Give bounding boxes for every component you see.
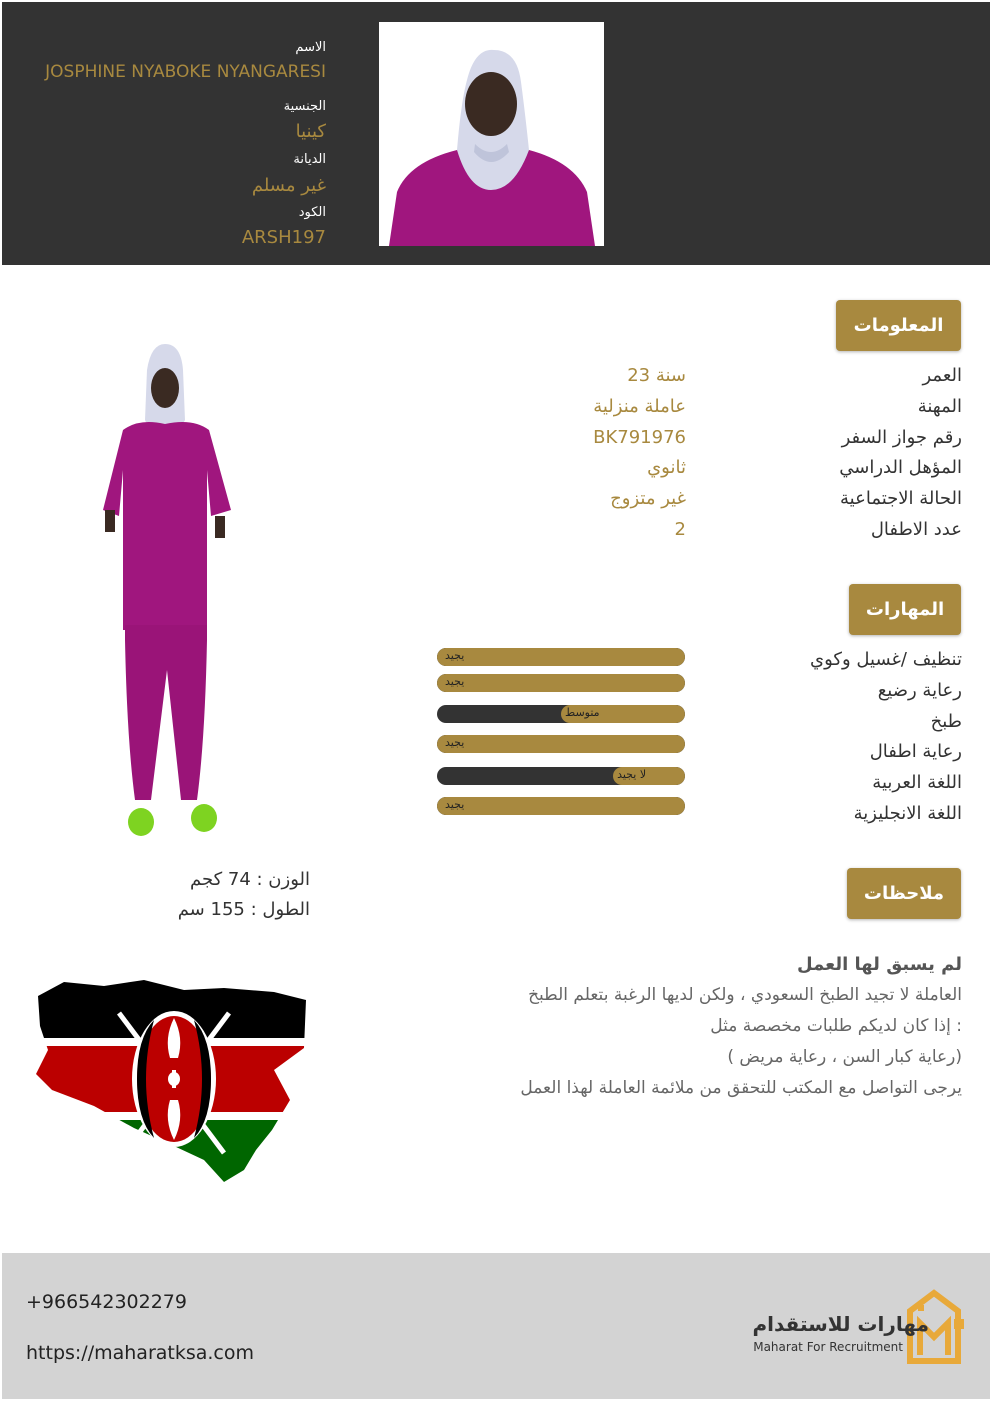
skill-bar-fill: [437, 797, 685, 815]
nationality-label: الجنسية: [283, 99, 326, 114]
skill-bar-fill: [437, 648, 685, 666]
nationality-value: كينيا: [295, 121, 326, 142]
info-section-title: المعلومات: [836, 300, 961, 351]
phone-number[interactable]: +966542302279: [26, 1291, 187, 1313]
weight-text: الوزن : 74 كجم: [190, 869, 310, 890]
height-text: الطول : 155 سم: [177, 899, 310, 920]
skill-bar: [437, 705, 685, 723]
name-label: الاسم: [295, 40, 326, 55]
notes-line-3: إذا كان لديكم طلبات مخصصة مثل :: [710, 1016, 962, 1036]
religion-label: الديانة: [293, 152, 326, 167]
skill-bar-fill: [561, 705, 685, 723]
notes-line-1: لم يسبق لها العمل: [797, 954, 962, 975]
info-label-passport: رقم جواز السفر: [841, 427, 962, 448]
logo-arabic-text: مهارات للاستقدام: [752, 1312, 929, 1336]
info-label-marital: الحالة الاجتماعية: [840, 488, 962, 509]
skill-level-text: متوسط: [565, 706, 600, 719]
info-label-children: عدد الاطفال: [870, 519, 962, 540]
info-label-education: المؤهل الدراسي: [839, 457, 962, 478]
full-body-photo: [95, 340, 245, 850]
skill-label-cooking: طبخ: [930, 711, 962, 732]
skill-label-infant-care: رعاية رضيع: [877, 680, 962, 701]
skill-level-text: يجيد: [445, 798, 465, 811]
notes-block: [422, 949, 962, 1104]
notes-line-4: ( رعاية كبار السن ، رعاية مريض): [727, 1047, 962, 1067]
skill-bar: [437, 797, 685, 815]
kenya-flag-map: [34, 978, 314, 1183]
notes-line-5: يرجى التواصل مع المكتب للتحقق من ملائمة العاملة لهذا العمل: [520, 1078, 962, 1098]
religion-value: غير مسلم: [251, 175, 326, 196]
skill-bar: [437, 674, 685, 692]
skill-label-arabic: اللغة العربية: [872, 772, 962, 793]
skill-bar: [437, 767, 685, 785]
skill-bar-fill: [613, 767, 685, 785]
skill-bar-fill: [437, 735, 685, 753]
info-value-profession: عاملة منزلية: [593, 396, 686, 417]
skill-level-text: يجيد: [445, 675, 465, 688]
info-value-marital: غير متزوج: [610, 488, 686, 509]
logo-english-text: Maharat For Recruitment: [753, 1340, 903, 1354]
skills-section-title: المهارات: [849, 584, 961, 635]
skill-bar: [437, 648, 685, 666]
info-label-age: العمر: [922, 365, 962, 386]
skill-level-text: لا يجيد: [617, 768, 647, 781]
name-value: JOSPHINE NYABOKE NYANGARESI: [45, 62, 326, 82]
info-value-children: 2: [674, 519, 686, 540]
skill-label-english: اللغة الانجليزية: [853, 803, 962, 824]
portrait-photo: [379, 22, 604, 246]
info-label-profession: المهنة: [917, 396, 962, 417]
website-link[interactable]: https://maharatksa.com: [26, 1342, 255, 1364]
skill-level-text: يجيد: [445, 649, 465, 662]
info-value-education: ثانوي: [647, 457, 686, 478]
notes-section-title: ملاحظات: [847, 868, 961, 919]
skill-bar-fill: [437, 674, 685, 692]
code-value: ARSH197: [241, 227, 326, 248]
code-label: الكود: [298, 205, 326, 220]
skill-label-cleaning: تنظيف /غسيل وكوي: [810, 649, 962, 670]
skill-level-text: يجيد: [445, 736, 465, 749]
info-value-passport: BK791976: [593, 427, 686, 448]
skill-label-child-care: رعاية اطفال: [869, 741, 962, 762]
notes-line-2: العاملة لا تجيد الطبخ السعودي ، ولكن لديها الرغبة بتعلم الطبخ: [528, 985, 962, 1005]
info-value-age: 23 سنة: [627, 365, 686, 386]
skill-bar: [437, 735, 685, 753]
